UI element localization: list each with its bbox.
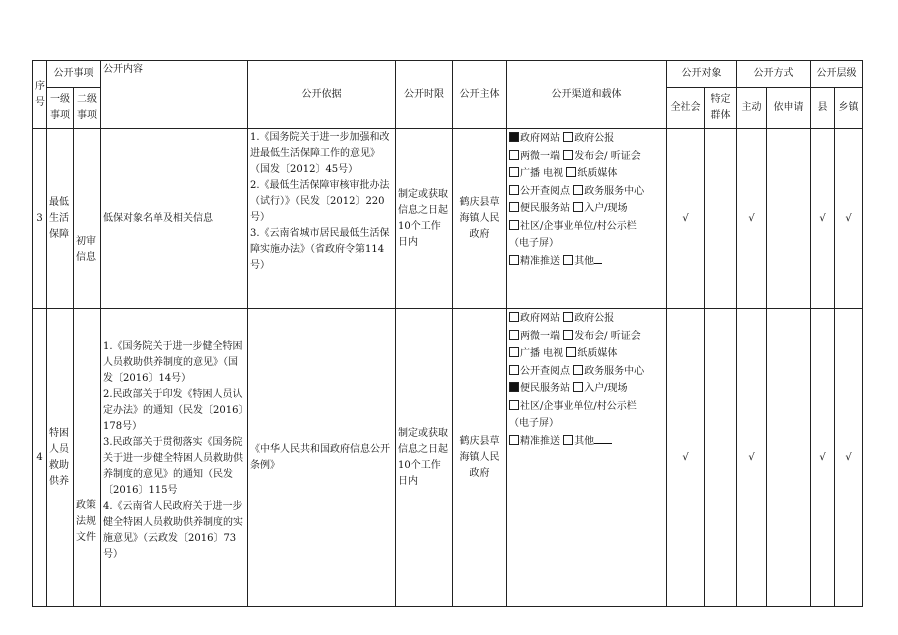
row-tick-request xyxy=(767,129,811,309)
checkbox-icon[interactable] xyxy=(509,365,519,375)
checkbox-icon[interactable] xyxy=(573,365,583,375)
header-channel: 公开渠道和载体 xyxy=(507,61,667,129)
channel-label: 政府公报 xyxy=(574,133,615,144)
channel-label: 精准推送 xyxy=(520,255,560,267)
channel-label: 便民服务站 xyxy=(520,383,570,394)
checkbox-icon[interactable] xyxy=(509,400,519,410)
channel-line xyxy=(509,363,664,381)
row-channels xyxy=(507,309,667,607)
channel-label: 社区/企事业单位/村公示栏 xyxy=(520,400,637,412)
checkbox-icon[interactable] xyxy=(509,330,519,340)
channel-label: 政府公报 xyxy=(574,313,615,324)
row-basis: 《中华人民共和国政府信息公开条例》 xyxy=(248,309,396,607)
channel-label: （电子屏） xyxy=(509,418,559,429)
checked-box-icon[interactable] xyxy=(509,382,519,392)
row-level1: 最低生活保障 xyxy=(47,129,74,309)
checkbox-icon[interactable] xyxy=(509,435,519,445)
checked-box-icon[interactable] xyxy=(509,132,519,142)
row-tick-active: √ xyxy=(737,129,767,309)
checkbox-icon[interactable] xyxy=(563,435,573,445)
channel-line xyxy=(509,415,664,433)
header-target: 公开对象 xyxy=(667,61,737,88)
row-subject: 鹤庆县草海镇人民政府 xyxy=(453,309,507,607)
channel-label: 纸质媒体 xyxy=(577,168,618,179)
channel-label: 政务服务中心 xyxy=(584,185,645,197)
checkbox-icon[interactable] xyxy=(566,167,576,177)
header-method: 公开方式 xyxy=(737,61,811,88)
row-time-limit: 制定或获取信息之日起10个工作日内 xyxy=(396,309,453,607)
header-level1: 一级事项 xyxy=(47,88,74,129)
checkbox-icon[interactable] xyxy=(509,202,519,212)
channel-label: 广播 电视 xyxy=(520,348,564,359)
channel-label: 政府网站 xyxy=(520,313,560,324)
row-subject: 鹤庆县草海镇人民政府 xyxy=(453,129,507,309)
row-tick-special xyxy=(705,129,737,309)
checkbox-icon[interactable] xyxy=(509,347,519,357)
channel-label: 公开查阅点 xyxy=(520,365,570,377)
row-tick-request xyxy=(767,309,811,607)
row-tick-town: √ xyxy=(835,309,863,607)
header-level: 公开层级 xyxy=(811,61,863,88)
row-tick-all: √ xyxy=(667,309,705,607)
row-tick-town: √ xyxy=(835,129,863,309)
disclosure-table xyxy=(32,60,863,607)
row-basis: 1.《国务院关于进一步加强和改进最低生活保障工作的意见》（国发〔2012〕45号） 2.《最低生活保障审核审批办法（试行）》（民发〔2012〕220号） 3.《云南省城市居民最低生活保障实施办法》（省政府令第114号） xyxy=(248,129,396,309)
channel-label: 社区/企事业单位/村公示栏 xyxy=(520,220,637,232)
row-channels xyxy=(507,129,667,309)
other-blank[interactable] xyxy=(594,253,602,264)
channel-line xyxy=(509,183,664,201)
checkbox-icon[interactable] xyxy=(566,347,576,357)
channel-label: 入户/现场 xyxy=(584,383,628,394)
header-seq: 序号 xyxy=(33,61,47,129)
row-tick-special xyxy=(705,309,737,607)
channel-label: 入户/现场 xyxy=(584,203,628,214)
row-level2: 政策法规文件 xyxy=(74,309,101,607)
checkbox-icon[interactable] xyxy=(573,185,583,195)
channel-line xyxy=(509,345,664,363)
channel-label: 其他 xyxy=(574,435,595,447)
channel-label: （电子屏） xyxy=(509,238,559,249)
channel-label: 政府网站 xyxy=(520,133,560,144)
channel-line xyxy=(509,398,664,416)
header-subject: 公开主体 xyxy=(453,61,507,129)
row-tick-county: √ xyxy=(811,309,835,607)
channel-line xyxy=(509,235,664,253)
checkbox-icon[interactable] xyxy=(563,150,573,160)
channel-line xyxy=(509,328,664,346)
channel-line xyxy=(509,253,664,271)
checkbox-icon[interactable] xyxy=(573,382,583,392)
channel-label: 纸质媒体 xyxy=(577,348,618,359)
row-tick-all: √ xyxy=(667,129,705,309)
channel-line xyxy=(509,148,664,166)
channel-line xyxy=(509,165,664,183)
row-tick-active: √ xyxy=(737,309,767,607)
row-content: 低保对象名单及相关信息 xyxy=(101,129,248,309)
channel-label: 公开查阅点 xyxy=(520,185,570,197)
row-seq: 3 xyxy=(33,129,47,309)
channel-line xyxy=(509,433,664,451)
header-basis: 公开依据 xyxy=(248,61,396,129)
header-method-request: 依申请 xyxy=(767,88,811,129)
channel-label: 政务服务中心 xyxy=(584,365,645,377)
header-row xyxy=(33,61,863,88)
channel-line xyxy=(509,310,664,328)
checkbox-icon[interactable] xyxy=(563,330,573,340)
row-level1: 特困人员救助供养 xyxy=(47,309,74,607)
header-method-active: 主动 xyxy=(737,88,767,129)
header-target-special: 特定群体 xyxy=(705,88,737,129)
checkbox-icon[interactable] xyxy=(563,132,573,142)
checkbox-icon[interactable] xyxy=(509,150,519,160)
row-seq: 4 xyxy=(33,309,47,607)
header-level2: 二级事项 xyxy=(74,88,101,129)
table-row xyxy=(33,309,863,607)
checkbox-icon[interactable] xyxy=(573,202,583,212)
row-level2: 初审信息 xyxy=(74,129,101,309)
checkbox-icon[interactable] xyxy=(563,312,573,322)
checkbox-icon[interactable] xyxy=(509,167,519,177)
channel-label: 广播 电视 xyxy=(520,168,564,179)
checkbox-icon[interactable] xyxy=(563,255,573,265)
row-content: 1.《国务院关于进一步健全特困人员救助供养制度的意见》（国发〔2016〕14号） 2.民政部关于印发《特困人员认定办法》的通知（民发〔2016〕178号） 3.民政部关于贯彻落实《国务院关于进一步健全特困人员救助供养制度的意见》的通知（民发〔2016〕115号 4.《云南省人民政府关于进一步健全特困人员救助供养制度的实施意见》（云政发〔2016〕73号） xyxy=(101,309,248,607)
channel-label: 两微一端 xyxy=(520,330,560,342)
header-level-town: 乡镇 xyxy=(835,88,863,129)
channel-line xyxy=(509,380,664,398)
channel-label: 发布会/ 听证会 xyxy=(574,150,641,162)
other-blank[interactable] xyxy=(594,433,612,444)
checkbox-icon[interactable] xyxy=(509,255,519,265)
header-content: 公开内容 xyxy=(101,61,248,129)
row-tick-county: √ xyxy=(811,129,835,309)
channel-label: 发布会/ 听证会 xyxy=(574,330,641,342)
channel-label: 便民服务站 xyxy=(520,203,570,214)
table-row xyxy=(33,129,863,309)
channel-label: 精准推送 xyxy=(520,435,560,447)
header-matter: 公开事项 xyxy=(47,61,101,88)
channel-label: 其他 xyxy=(574,255,595,267)
row-time-limit: 制定或获取信息之日起10个工作日内 xyxy=(396,129,453,309)
channel-label: 两微一端 xyxy=(520,150,560,162)
channel-line xyxy=(509,130,664,148)
header-target-all: 全社会 xyxy=(667,88,705,129)
checkbox-icon[interactable] xyxy=(509,220,519,230)
channel-line xyxy=(509,218,664,236)
checkbox-icon[interactable] xyxy=(509,312,519,322)
checkbox-icon[interactable] xyxy=(509,185,519,195)
channel-line xyxy=(509,200,664,218)
header-time-limit: 公开时限 xyxy=(396,61,453,129)
header-level-county: 县 xyxy=(811,88,835,129)
